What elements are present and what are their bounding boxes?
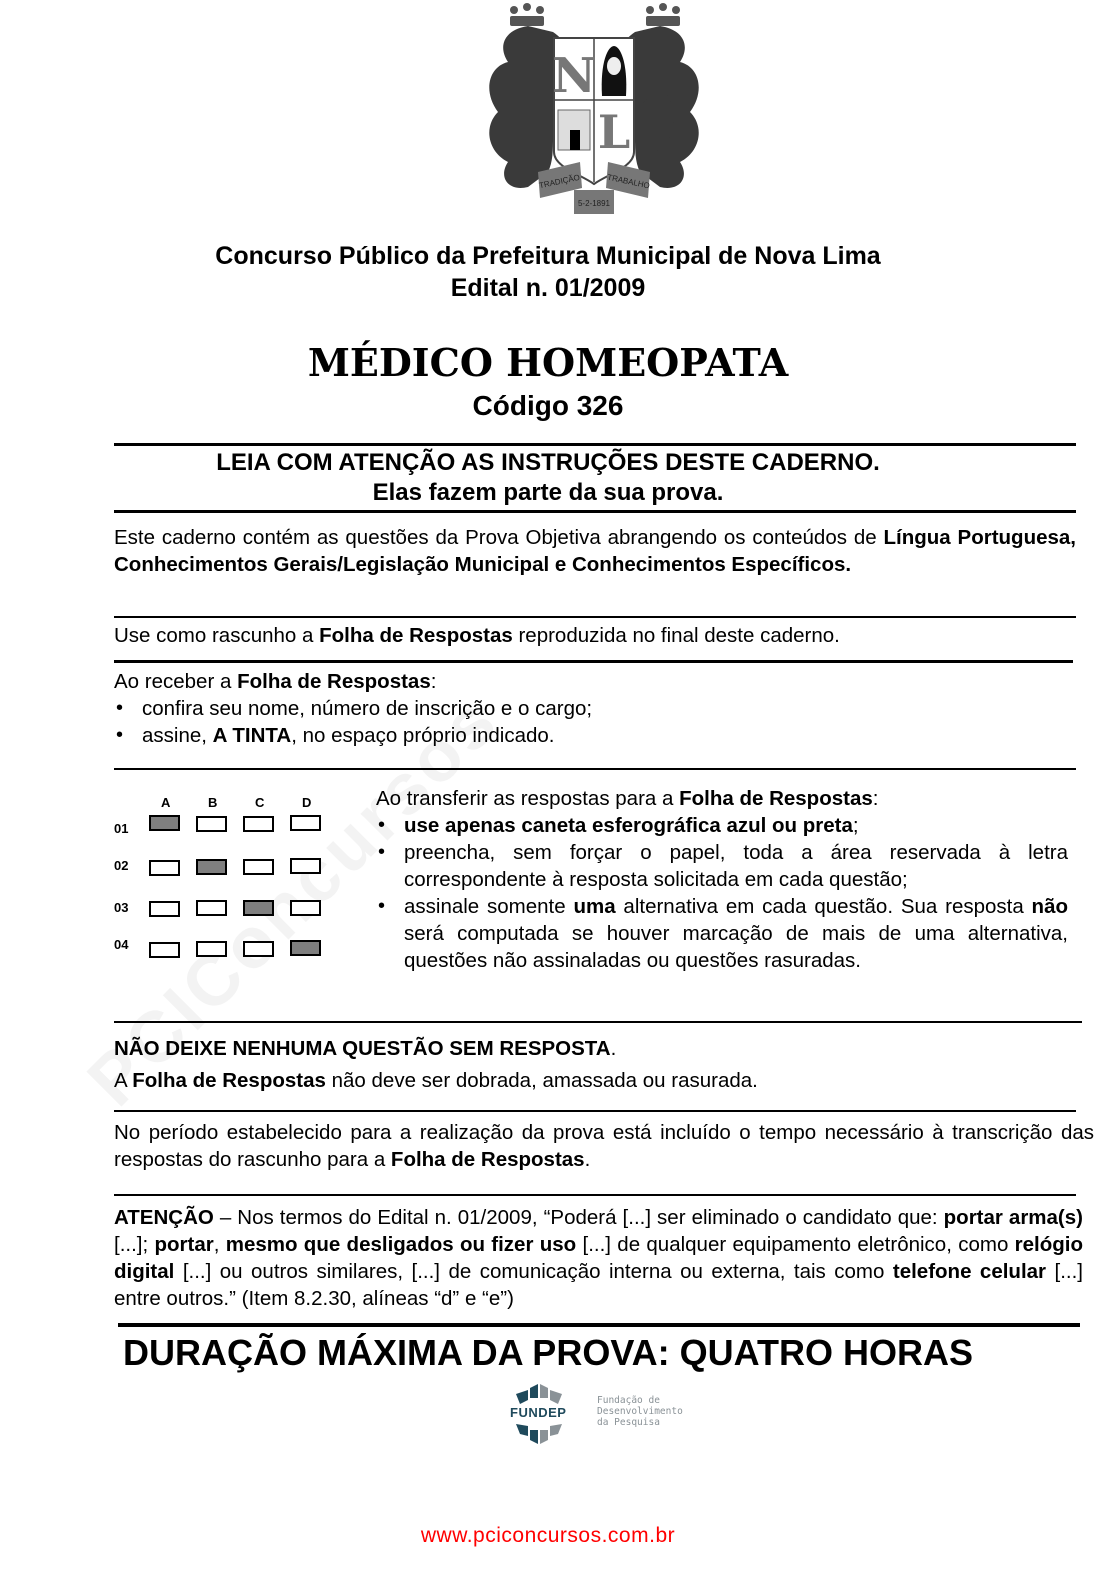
sheet-care-note: A Folha de Respostas não deve ser dobrada, amassada ou rasurada. — [114, 1069, 758, 1092]
list-item: • use apenas caneta esferográfica azul ou preta; — [376, 812, 1068, 839]
draft-paragraph: Use como rascunho a Folha de Respostas reproduzida no final deste caderno. — [114, 624, 840, 647]
list-item: • confira seu nome, número de inscrição e o cargo; — [114, 695, 1076, 722]
row-label: 01 — [114, 821, 129, 836]
svg-text:TRADIÇÃO: TRADIÇÃO — [538, 172, 581, 191]
column-label-a: A — [161, 795, 171, 810]
divider — [118, 1323, 1080, 1327]
answer-example-grid — [105, 785, 355, 965]
answer-box-02-d — [290, 858, 321, 874]
receive-intro: Ao receber a Folha de Respostas: — [114, 670, 437, 693]
divider — [114, 1021, 1082, 1023]
divider — [114, 616, 1076, 618]
list-item: • preencha, sem forçar o papel, toda a área reservada à letra correspondente à resposta solicitada em cada questão; — [376, 839, 1068, 893]
list-item: • assinale somente uma alternativa em cada questão. Sua resposta não será computada se houver marcação de mais de uma alternativa, questões não assinaladas ou questões rasuradas. — [376, 893, 1068, 974]
fundep-line2: Desenvolvimento — [597, 1406, 683, 1417]
attention-label: ATENÇÃO — [114, 1206, 214, 1229]
job-title: MÉDICO HOMEOPATA — [307, 340, 789, 385]
svg-text:TRABALHO: TRABALHO — [606, 172, 651, 191]
answer-box-04-c — [243, 941, 274, 957]
instructions-heading: LEIA COM ATENÇÃO AS INSTRUÇÕES DESTE CADERNO. — [216, 449, 880, 476]
attention-paragraph: ATENÇÃO – Nos termos do Edital n. 01/2009, “Poderá [...] ser eliminado o candidato que: portar arma(s) [...]; portar, mesmo que desligados ou fizer uso [...] de qualquer equipamento eletrônico, como relógio digital [...] ou outros similares, [...] de comunicação interna ou externa, tais como telefone celular [...] entre outros.” (Item 8.2.30, alíneas “d” e “e”) — [114, 1206, 1083, 1310]
row-label: 02 — [114, 858, 129, 873]
answer-box-01-c — [243, 816, 274, 832]
column-label-b: B — [208, 795, 218, 810]
answer-box-01-d — [290, 815, 321, 831]
emblem-icon — [478, 2, 710, 220]
list-item: • assine, A TINTA, no espaço próprio indicado. — [114, 722, 1076, 749]
divider — [114, 443, 1076, 446]
no-blank-warning: NÃO DEIXE NENHUMA QUESTÃO SEM RESPOSTA. — [114, 1037, 617, 1060]
divider — [114, 768, 1076, 770]
svg-text:5-2-1891: 5-2-1891 — [577, 199, 611, 208]
svg-text:N: N — [552, 48, 596, 104]
fundep-logo — [508, 1384, 683, 1444]
divider — [114, 1110, 1076, 1112]
receive-section — [114, 668, 1076, 749]
answer-box-01-a — [149, 815, 180, 831]
divider — [114, 660, 1073, 663]
content-paragraph — [114, 524, 1076, 578]
transfer-section — [376, 785, 1068, 974]
row-label: 03 — [114, 900, 129, 915]
transfer-intro: Ao transferir as respostas para a Folha de Respostas: — [376, 787, 879, 810]
fundep-line3: da Pesquisa — [597, 1417, 660, 1428]
answer-sheet-ref: Folha de Respostas — [319, 624, 513, 647]
answer-box-01-b — [196, 816, 227, 832]
answer-box-03-d — [290, 900, 321, 916]
answer-box-03-a — [149, 901, 180, 917]
time-note: No período estabelecido para a realização da prova está incluído o tempo necessário à transcrição das respostas do rascunho para a Folha de Respostas. — [114, 1121, 1094, 1171]
answer-box-02-c — [243, 859, 274, 875]
edital-number: Edital n. 01/2009 — [450, 274, 646, 302]
answer-box-04-d — [290, 940, 321, 956]
answer-box-02-a — [149, 860, 180, 876]
content-subjects: Língua Portuguesa, Conhecimentos Gerais/Legislação Municipal e Conhecimentos Específicos. — [114, 526, 1076, 576]
fundep-acronym: FUNDEP — [510, 1405, 567, 1420]
svg-text:L: L — [597, 105, 631, 159]
row-label: 04 — [114, 937, 129, 952]
footer-url-link[interactable]: www.pciconcursos.com.br — [420, 1524, 676, 1547]
divider — [114, 510, 1076, 513]
fundep-line1: Fundação de — [597, 1395, 660, 1406]
contest-title: Concurso Público da Prefeitura Municipal de Nova Lima — [215, 242, 881, 270]
column-label-c: C — [255, 795, 265, 810]
coat-of-arms-emblem — [478, 2, 710, 220]
instructions-subheading: Elas fazem parte da sua prova. — [372, 479, 724, 506]
answer-box-03-b — [196, 900, 227, 916]
exam-duration: DURAÇÃO MÁXIMA DA PROVA: QUATRO HORAS — [123, 1332, 973, 1373]
job-code: Código 326 — [472, 390, 624, 421]
answer-box-04-a — [149, 942, 180, 958]
answer-box-04-b — [196, 941, 227, 957]
divider — [114, 1194, 1076, 1196]
receive-list — [114, 695, 1076, 749]
column-label-d: D — [302, 795, 312, 810]
answer-box-02-b — [196, 859, 227, 875]
transfer-list — [376, 812, 1068, 974]
answer-box-03-c — [243, 900, 274, 916]
content-text: Este caderno contém as questões da Prova Objetiva abrangendo os conteúdos de — [114, 526, 884, 549]
